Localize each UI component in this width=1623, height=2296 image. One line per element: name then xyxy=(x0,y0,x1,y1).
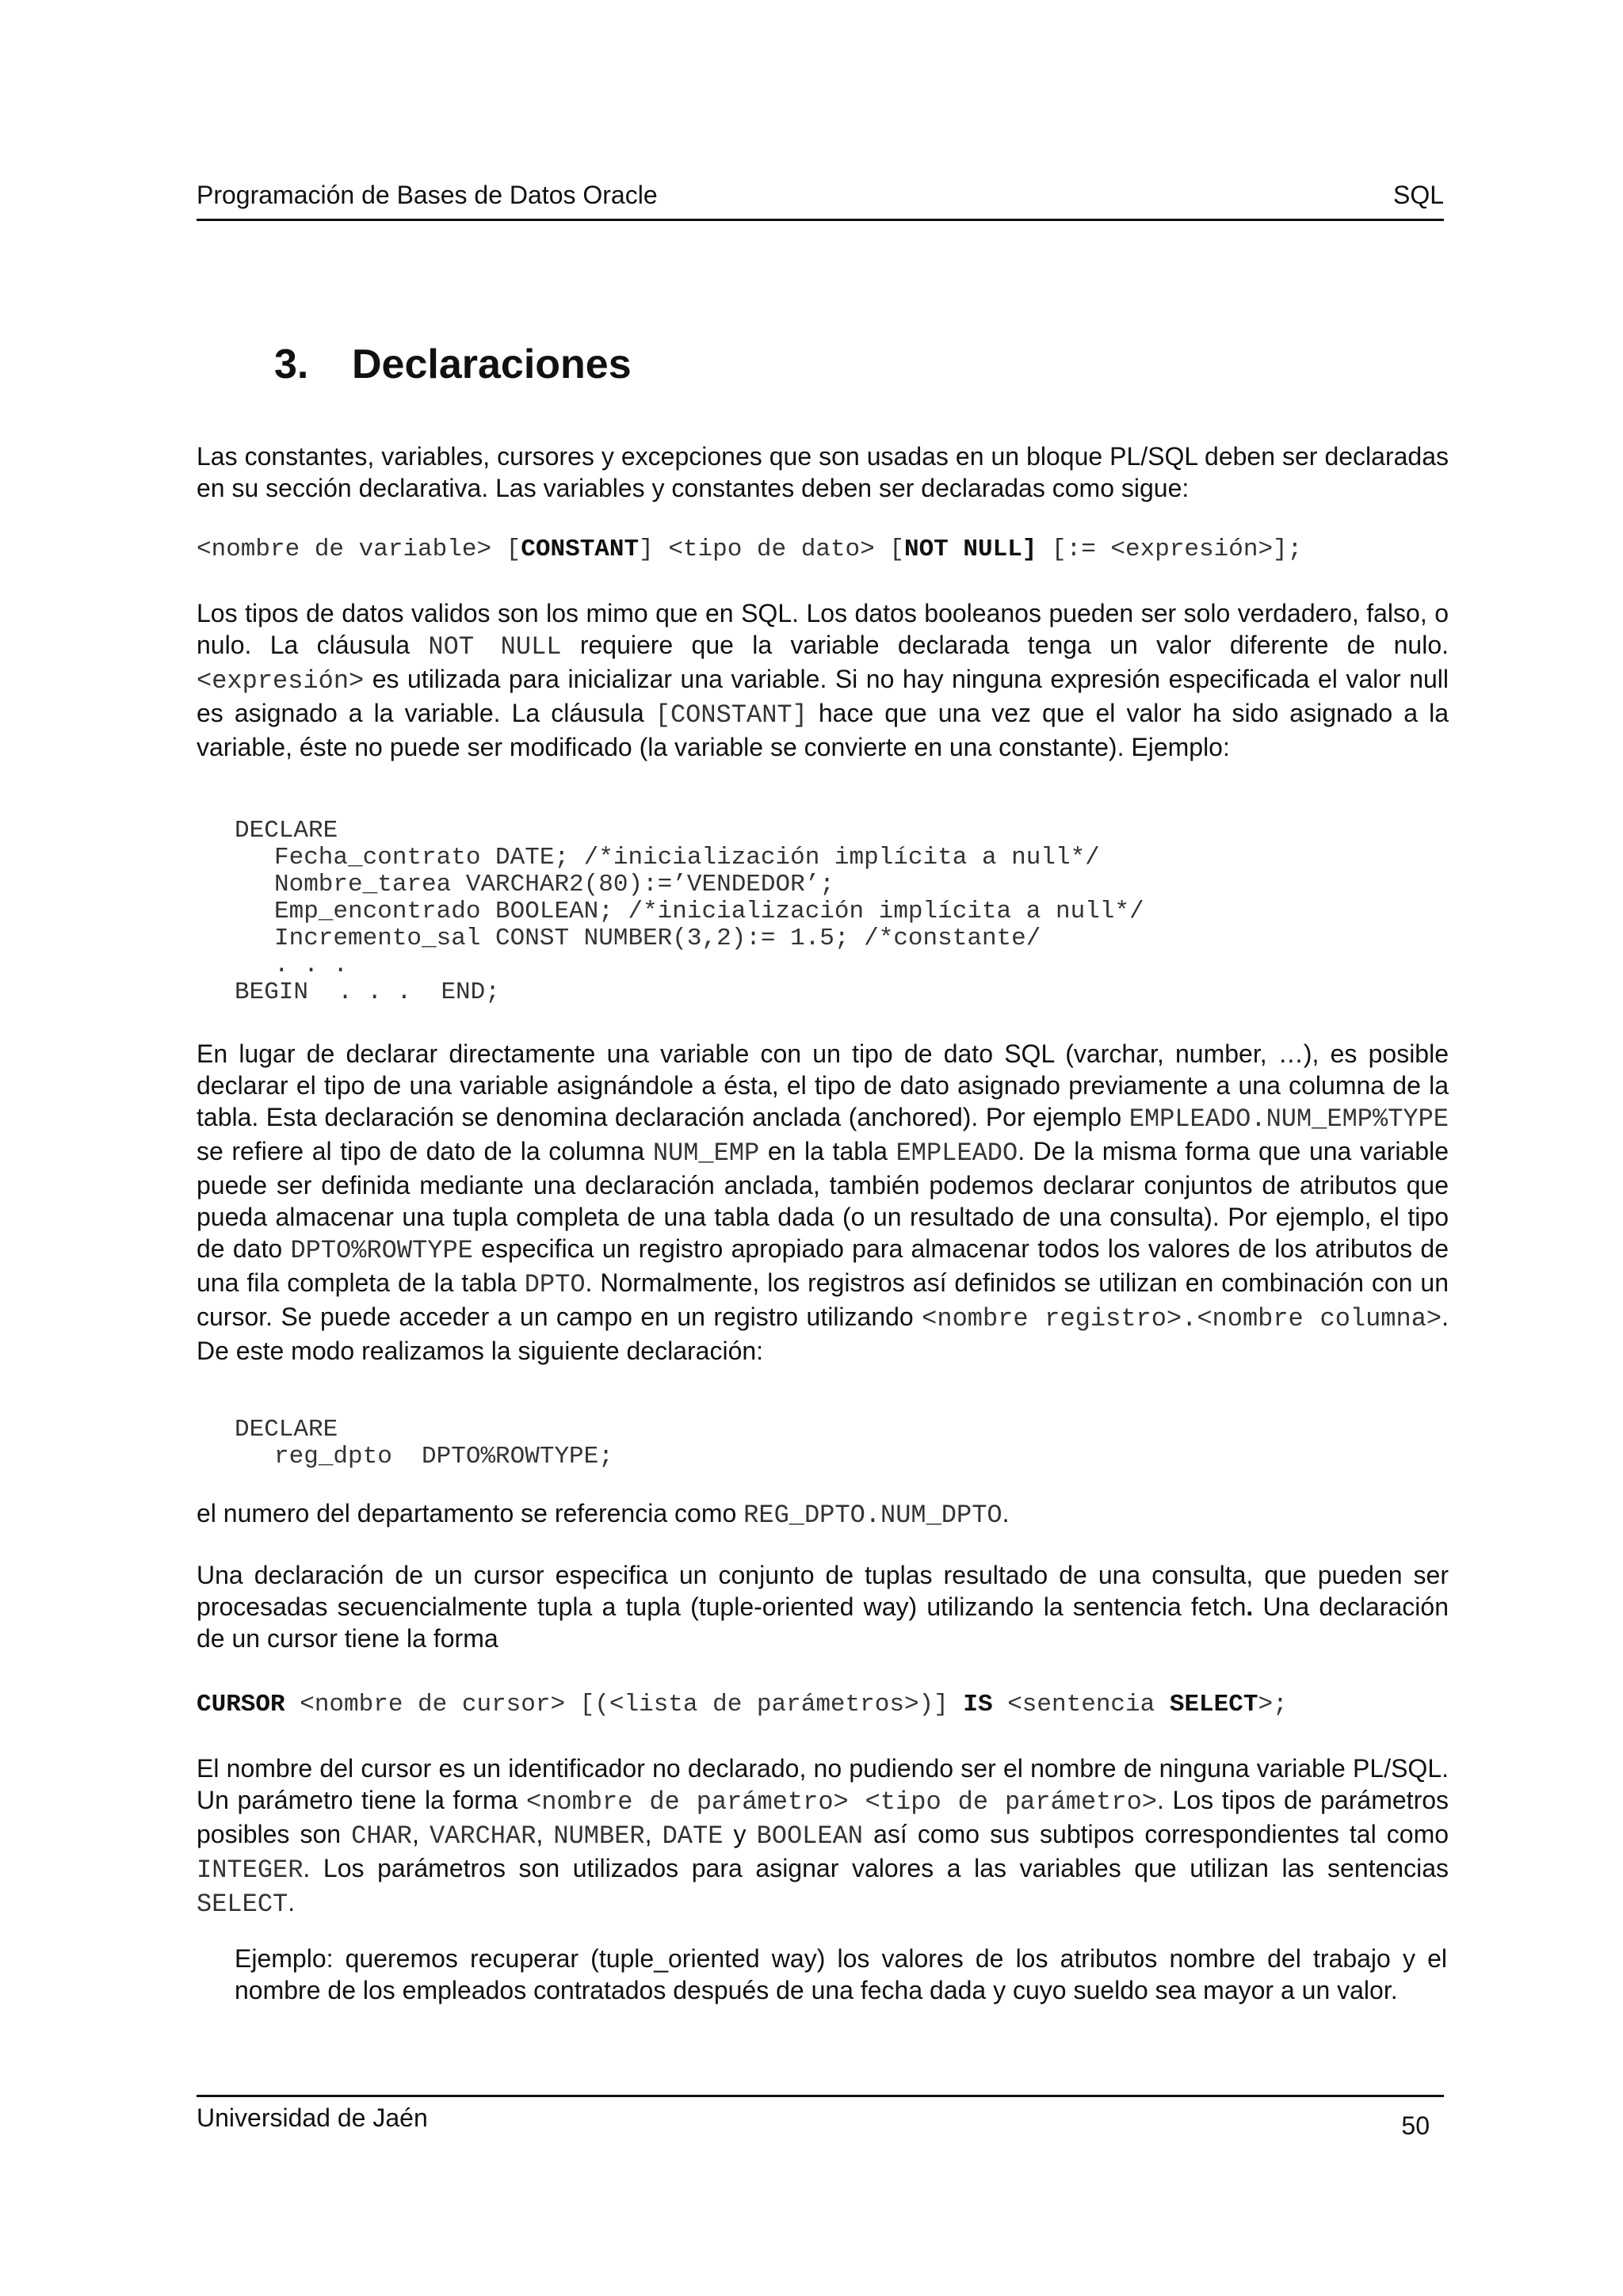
text-run: . xyxy=(288,1888,296,1917)
text-run: se refiere al tipo de dato de la columna xyxy=(197,1137,653,1165)
syntax-part: <nombre de cursor> [(<lista de parámetros>)] xyxy=(285,1691,964,1718)
inline-code: REG_DPTO.NUM_DPTO xyxy=(743,1501,1002,1530)
code-example-rowtype xyxy=(235,1417,613,1470)
inline-code: DPTO xyxy=(524,1270,586,1299)
syntax-keyword-not-null: NOT NULL] xyxy=(903,536,1037,563)
text-run: hace que una vez que el valor ha sido asignado a la variable, éste no puede ser modificado (la variable se convierte en una constante). Ejemplo: xyxy=(197,699,1449,761)
text-run: . De la misma forma que una variable puede ser definida mediante una declaración anclada, también podemos declarar conjuntos de atributos que pueda almacenar una tupla completa de una tabla dada (o un resultado de una consulta). Por ejemplo, el tipo de dato xyxy=(197,1137,1449,1263)
text-run: En lugar de declarar directamente una variable con un tipo de dato SQL (varchar, number, …), es posible declarar el tipo de una variable asignándole a ésta, el tipo de dato asignado previamente a una columna de la tabla. Esta declaración se denomina declaración anclada (anchored). Por ejemplo xyxy=(197,1039,1449,1131)
paragraph-cursor-parameters xyxy=(197,1753,1449,1920)
syntax-part: ] <tipo de dato> [ xyxy=(639,536,904,563)
code-line: Fecha_contrato DATE; /*inicialización implícita a null*/ xyxy=(274,844,1100,871)
page-header xyxy=(197,177,1444,221)
inline-code: EMPLEADO xyxy=(896,1138,1018,1168)
text-run: Una declaración de un cursor tiene la forma xyxy=(197,1592,1449,1653)
code-example-declare xyxy=(235,818,1144,1006)
inline-code: <nombre registro>.<nombre columna> xyxy=(922,1304,1442,1333)
code-line: . . . xyxy=(274,952,349,979)
text-run: . De este modo realizamos la siguiente declaración: xyxy=(197,1302,1449,1365)
inline-code: DPTO%ROWTYPE xyxy=(290,1236,473,1265)
code-line: Nombre_tarea VARCHAR2(80):=’VENDEDOR’; xyxy=(274,871,834,898)
text-run: especifica un registro apropiado para almacenar todos los valores de los atributos de una fila completa de la tabla xyxy=(197,1234,1449,1297)
text-run: . Los parámetros son utilizados para asignar valores a las variables que utilizan las sentencias xyxy=(303,1854,1449,1882)
code-line: Incremento_sal CONST NUMBER(3,2):= 1.5; /*constante/ xyxy=(274,925,1041,952)
syntax-part: <sentencia xyxy=(992,1691,1170,1718)
header-section: SQL xyxy=(1392,181,1444,209)
syntax-variable-declaration xyxy=(197,534,1449,566)
code-line: DECLARE xyxy=(235,817,338,845)
text-run: . xyxy=(1002,1499,1010,1527)
paragraph-anchored-declaration xyxy=(197,1038,1449,1367)
text-run: , xyxy=(644,1820,663,1848)
text-run: El nombre del cursor es un identificador no declarado, no pudiendo ser el nombre de ninguna variable PL/SQL. Un parámetro tiene la forma xyxy=(197,1754,1449,1814)
footer-institution: Universidad de Jaén xyxy=(197,2103,428,2132)
header-title: Programación de Bases de Datos Oracle xyxy=(197,181,658,209)
inline-code: INTEGER xyxy=(197,1855,304,1885)
paragraph-intro: Las constantes, variables, cursores y excepciones que son usadas en un bloque PL/SQL deben ser declaradas en su sección declarativa. Las variables y constantes deben ser declaradas como sigue: xyxy=(197,442,1449,502)
paragraph-field-reference xyxy=(197,1497,1449,1531)
inline-code: NOT NULL xyxy=(428,632,562,662)
inline-code: <expresión> xyxy=(197,666,365,696)
syntax-keyword-select: SELECT xyxy=(1169,1691,1258,1718)
text-run: . xyxy=(1246,1592,1254,1621)
syntax-part: <nombre de variable> [ xyxy=(197,536,521,563)
text-run: así como sus subtipos correspondientes tal como xyxy=(862,1820,1449,1848)
code-line: BEGIN . . . END; xyxy=(235,978,500,1006)
text-run: . Normalmente, los registros así definidos se utilizan en combinación con un cursor. Se puede acceder a un campo en un registro utilizando xyxy=(197,1268,1449,1331)
text-run: . Los tipos de parámetros posibles son xyxy=(197,1786,1449,1848)
text-run: en la tabla xyxy=(759,1137,896,1165)
inline-code: BOOLEAN xyxy=(756,1821,863,1851)
inline-code: VARCHAR xyxy=(429,1821,537,1851)
inline-code: <nombre de parámetro> <tipo de parámetro> xyxy=(525,1787,1157,1817)
page-footer xyxy=(197,2095,1444,2140)
inline-code: NUMBER xyxy=(553,1821,645,1851)
inline-code: DATE xyxy=(662,1821,724,1851)
text-run: , xyxy=(536,1820,554,1848)
section-title-text: Declaraciones xyxy=(352,341,632,387)
paragraph-data-types xyxy=(197,597,1449,763)
section-number: 3. xyxy=(274,341,309,387)
inline-code: SELECT xyxy=(197,1890,288,1919)
inline-code: NUM_EMP xyxy=(652,1138,760,1168)
syntax-part: [:= <expresión>]; xyxy=(1037,536,1303,563)
code-line: reg_dpto DPTO%ROWTYPE; xyxy=(274,1443,613,1470)
code-line: Emp_encontrado BOOLEAN; /*inicialización implícita a null*/ xyxy=(274,898,1144,925)
syntax-part: >; xyxy=(1258,1691,1288,1718)
inline-code: CHAR xyxy=(351,1821,412,1851)
text-run: es utilizada para inicializar una variable. Si no hay ninguna expresión especificada el valor null es asignado a la variable. La cláusula xyxy=(197,665,1449,727)
text-run: Una declaración de un cursor especifica un conjunto de tuplas resultado de una consulta, que pueden ser procesadas secuencialmente tupla a tupla (tuple-oriented way) utilizando la sentencia fetch xyxy=(197,1561,1449,1621)
section-title xyxy=(274,341,632,388)
syntax-keyword-cursor: CURSOR xyxy=(197,1691,285,1718)
text-run: y xyxy=(723,1820,757,1848)
text-run: el numero del departamento se referencia como xyxy=(197,1499,744,1527)
paragraph-cursor-declaration xyxy=(197,1559,1449,1654)
syntax-cursor-declaration xyxy=(197,1689,1449,1721)
text-run: , xyxy=(411,1820,430,1848)
text-run: requiere que la variable declarada tenga un valor diferente de nulo. xyxy=(561,631,1449,659)
inline-code: EMPLEADO.NUM_EMP%TYPE xyxy=(1128,1104,1449,1134)
syntax-keyword-is: IS xyxy=(963,1691,993,1718)
text-run: Los tipos de datos validos son los mimo que en SQL. Los datos booleanos pueden ser solo verdadero, falso, o nulo. La cláusula xyxy=(197,599,1449,659)
page-number: 50 xyxy=(1401,2111,1430,2140)
code-line: DECLARE xyxy=(235,1416,338,1444)
syntax-keyword-constant: CONSTANT xyxy=(521,536,640,563)
paragraph-example-description: Ejemplo: queremos recuperar (tuple_oriented way) los valores de los atributos nombre del trabajo y el nombre de los empleados contratados después de una fecha dada y cuyo sueldo sea mayor a un valor. xyxy=(235,1944,1447,2004)
inline-code: [CONSTANT] xyxy=(655,700,808,730)
